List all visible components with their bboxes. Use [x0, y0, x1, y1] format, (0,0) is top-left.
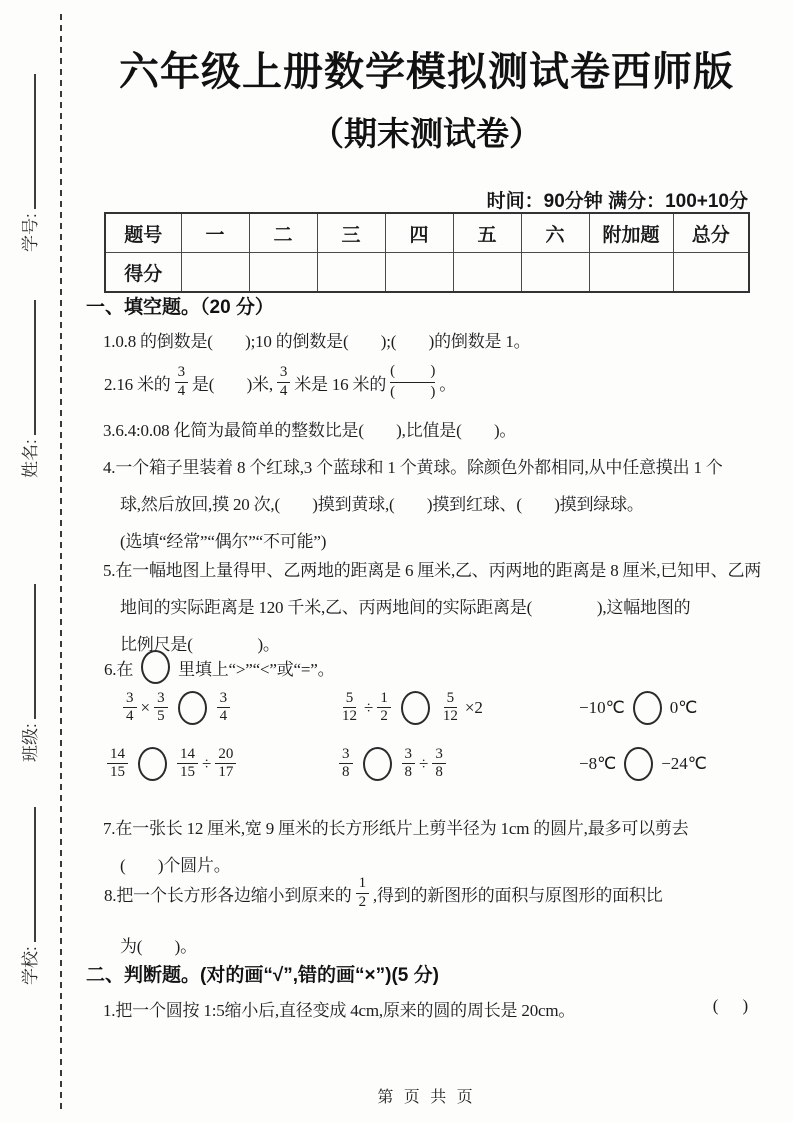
- question-line: 5.在一幅地图上量得甲、乙两地的距离是 6 厘米,乙、丙两地的距离是 8 厘米,已知甲、乙两: [103, 561, 762, 580]
- class-label: 班级:: [21, 723, 40, 762]
- score-table-corner-cell: 题号: [105, 213, 181, 253]
- answer-blank: ( ): [712, 996, 748, 1015]
- fraction-denominator: 8: [404, 764, 412, 781]
- question-line: (选填“经常”“偶尔”“不可能”): [120, 532, 327, 551]
- fraction: [123, 690, 137, 726]
- score-table-column-header: 四: [385, 213, 453, 253]
- name-blank-line: [17, 300, 36, 435]
- text-token: −24℃: [661, 753, 707, 773]
- footer-page-number: 第 页 共 页: [377, 1089, 476, 1106]
- fraction: [177, 746, 198, 782]
- question-line: ( )个圆片。: [120, 856, 231, 875]
- score-cell: [589, 253, 673, 293]
- blank-fraction: [390, 362, 435, 402]
- fraction-numerator: 3: [402, 746, 416, 764]
- page-subtitle: （期末测试卷）: [311, 115, 542, 152]
- question-line: 比例尺是( )。: [120, 635, 280, 654]
- section1-heading: 一、填空题。（20 分）: [86, 297, 274, 318]
- fraction-numerator: 3: [154, 690, 168, 708]
- text-token: 是( )米,: [191, 374, 273, 394]
- text-token: ,得到的新图形的面积与原图形的面积比: [372, 885, 663, 905]
- question-1: 1.0.8 的倒数是( );10 的倒数是( );( )的倒数是 1。: [103, 332, 531, 351]
- fraction: [217, 690, 231, 726]
- question-2: [103, 356, 457, 408]
- fraction-denominator: 4: [177, 382, 185, 399]
- question-line: 球,然后放回,摸 20 次,( )摸到黄球,( )摸到红球、( )摸到绿球。: [120, 495, 644, 514]
- sidebar-field-class: [16, 584, 41, 762]
- text-token: 米是 16 米的: [294, 374, 387, 394]
- score-cell: [249, 253, 317, 293]
- score-table-column-header: 二: [249, 213, 317, 253]
- exam-meta: 时间：90分钟 满分：100+10分: [486, 191, 748, 212]
- fraction-numerator: 3: [123, 690, 137, 708]
- text-token: 0℃: [669, 697, 698, 717]
- comparison-circle: [141, 650, 170, 684]
- fraction: [107, 746, 128, 782]
- text-token: 2.16 米的: [104, 374, 171, 394]
- score-row-label: 得分: [105, 253, 181, 293]
- score-table-column-header: 总分: [673, 213, 749, 253]
- name-label: 姓名:: [21, 439, 40, 478]
- question-text: 1.把一个圆按 1:5缩小后,直径变成 4cm,原来的圆的周长是 20cm。: [103, 1001, 576, 1020]
- score-cell: [453, 253, 521, 293]
- text-token: ÷: [419, 753, 429, 773]
- text-token: −8℃: [579, 753, 617, 773]
- question-line: 地间的实际距离是 120 千米,乙、丙两地间的实际距离是( ),这幅地图的: [120, 598, 691, 617]
- score-cell: [385, 253, 453, 293]
- blank-fraction-denominator: ( ): [390, 383, 436, 400]
- score-table-column-header: 附加题: [589, 213, 673, 253]
- comparison-expression: [578, 747, 754, 781]
- text-token: 。: [439, 374, 457, 394]
- comparison-circle: [138, 747, 167, 781]
- binding-fold-line: [60, 14, 62, 1114]
- comparison-circle: [363, 747, 392, 781]
- student-id-label: 学号:: [21, 213, 40, 252]
- fraction: [402, 746, 416, 782]
- fraction: [356, 875, 369, 911]
- fraction: [175, 364, 188, 400]
- fraction-denominator: 15: [110, 764, 125, 781]
- fraction-denominator: 2: [380, 708, 388, 725]
- fraction: [432, 746, 446, 782]
- comparison-circle: [178, 691, 207, 725]
- question-6-comparison-row-2: [104, 746, 754, 782]
- text-token: ÷: [202, 753, 212, 773]
- score-cell: [521, 253, 589, 293]
- question-5: [103, 552, 761, 663]
- fraction: [339, 690, 360, 726]
- page-title: 六年级上册数学模拟测试卷西师版: [119, 50, 734, 94]
- question-line: 7.在一张长 12 厘米,宽 9 厘米的长方形纸片上剪半径为 1cm 的圆片,最多可以剪去: [103, 819, 689, 838]
- fraction-numerator: 14: [177, 746, 198, 764]
- score-table-column-header: 五: [453, 213, 521, 253]
- fraction-denominator: 4: [279, 382, 288, 399]
- fraction-numerator: 20: [215, 746, 236, 764]
- sidebar-field-name: [16, 300, 41, 478]
- fraction-denominator: 8: [435, 764, 443, 781]
- section2-question-1: [103, 996, 748, 1021]
- score-table-column-header: 三: [317, 213, 385, 253]
- school-blank-line: [17, 807, 36, 942]
- fraction: [154, 690, 168, 726]
- text-token: 8.把一个长方形各边缩小到原来的: [104, 885, 352, 905]
- score-table-header-row: [105, 213, 749, 253]
- question-4: [103, 449, 723, 560]
- fraction: [339, 746, 353, 782]
- fraction-numerator: 3: [175, 364, 188, 382]
- fraction-numerator: 14: [107, 746, 128, 764]
- fraction-denominator: 4: [219, 708, 228, 725]
- fraction-numerator: 3: [339, 746, 353, 764]
- fraction-denominator: 17: [218, 764, 234, 781]
- comparison-circle: [401, 691, 430, 725]
- section2-heading: 二、判断题。(对的画“√”,错的画“×”)(5 分): [86, 965, 439, 986]
- question-6-intro: [103, 650, 335, 684]
- fraction: [377, 690, 391, 726]
- comparison-circle: [633, 691, 662, 725]
- fraction-numerator: 1: [356, 875, 369, 893]
- fraction-denominator: 12: [442, 708, 458, 725]
- comparison-expression: [578, 691, 754, 725]
- text-token: ×2: [464, 697, 483, 717]
- comparison-circle: [624, 747, 653, 781]
- score-cell: [317, 253, 385, 293]
- score-table-column-header: 六: [521, 213, 589, 253]
- fraction-denominator: 12: [342, 708, 357, 725]
- fraction: [277, 364, 290, 400]
- question-line: 4.一个箱子里装着 8 个红球,3 个蓝球和 1 个黄球。除颜色外都相同,从中任意摸出 1 个: [103, 458, 723, 477]
- question-3: 3.6.4:0.08 化简为最简单的整数比是( ),比值是( )。: [103, 421, 517, 440]
- score-table: [104, 212, 750, 293]
- fraction-denominator: 5: [157, 708, 165, 725]
- question-6-comparison-row-1: [104, 690, 754, 726]
- fraction-denominator: 4: [126, 708, 134, 725]
- comparison-expression: [104, 690, 336, 726]
- fraction-numerator: 5: [343, 690, 357, 708]
- text-token: −10℃: [579, 697, 625, 717]
- comparison-expression: [104, 746, 336, 782]
- fraction-numerator: 1: [377, 690, 391, 708]
- text-token: 6.在: [104, 659, 134, 679]
- comparison-expression: [336, 746, 578, 782]
- sidebar-field-student-id: [16, 74, 41, 252]
- fraction-numerator: 5: [444, 690, 458, 708]
- text-token: 里填上“>”“<”或“=”。: [178, 659, 335, 679]
- student-id-blank-line: [17, 74, 36, 209]
- blank-fraction-numerator: ( ): [390, 362, 435, 383]
- score-cell: [181, 253, 249, 293]
- score-cell: [673, 253, 749, 293]
- fraction-numerator: 3: [432, 746, 446, 764]
- question-8: [103, 868, 664, 918]
- fraction-numerator: 3: [277, 364, 290, 382]
- text-token: ÷: [364, 697, 374, 717]
- question-8-line2: 为( )。: [120, 937, 197, 956]
- score-table-column-header: 一: [181, 213, 249, 253]
- comparison-expression: [336, 690, 578, 726]
- fraction-denominator: 15: [180, 764, 195, 781]
- text-token: ×: [140, 697, 151, 717]
- fraction-numerator: 3: [217, 690, 231, 708]
- fraction: [215, 746, 236, 782]
- school-label: 学校:: [21, 946, 40, 985]
- sidebar-field-school: [16, 807, 41, 985]
- fraction-denominator: 2: [358, 893, 366, 910]
- fraction: [440, 690, 461, 726]
- class-blank-line: [17, 584, 36, 719]
- fraction-denominator: 8: [342, 764, 350, 781]
- score-table-score-row: [105, 253, 749, 293]
